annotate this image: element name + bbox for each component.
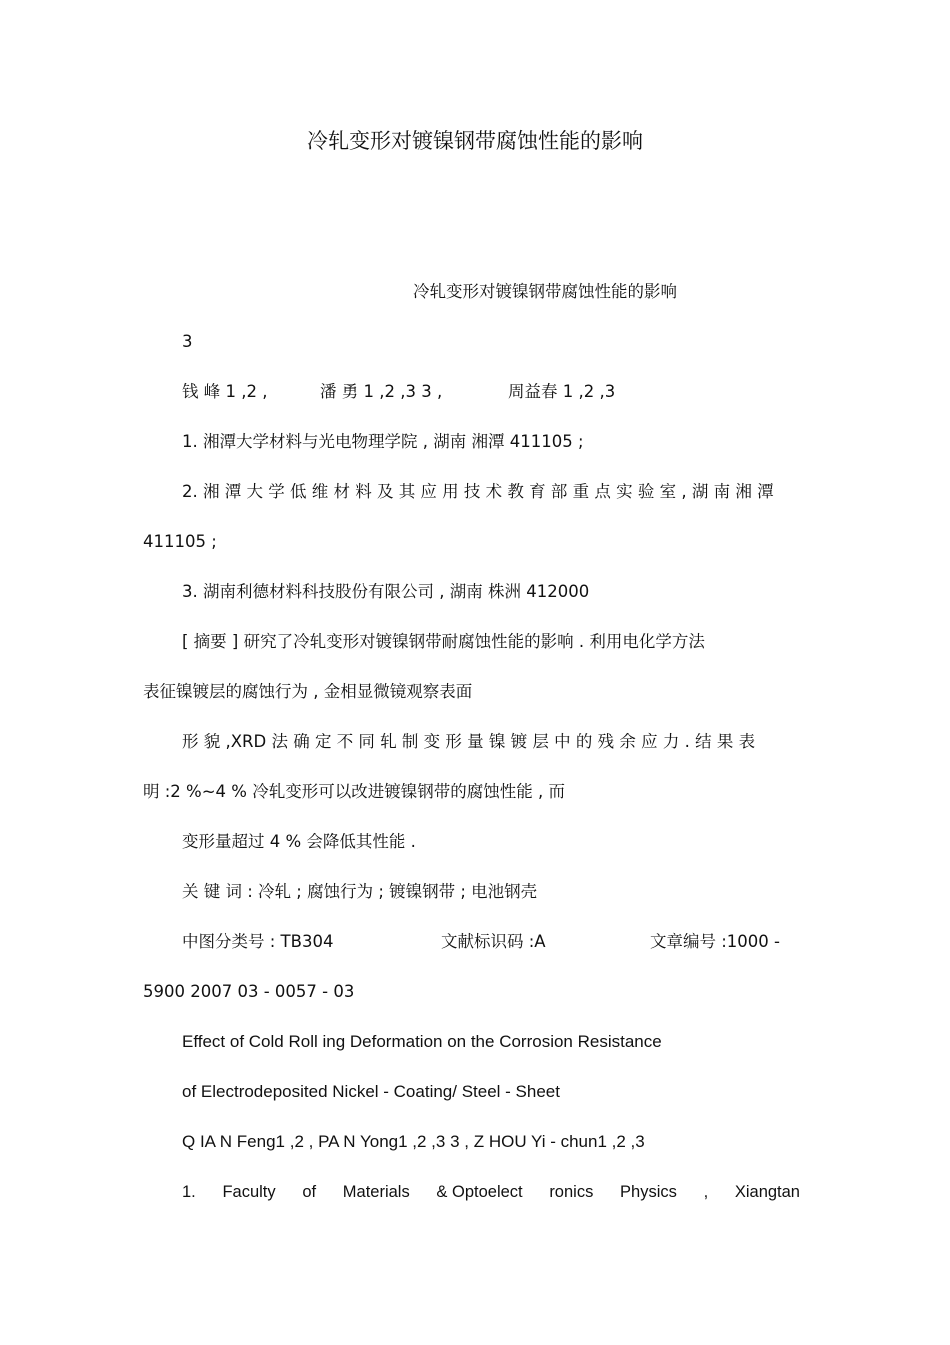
abstract-line-3: 形 貌 ,XRD 法 确 定 不 同 轧 制 变 形 量 镍 镀 层 中 的 残 余 应 力 . 结 果 表 [182,732,756,751]
english-affiliation-word: , [703,1183,709,1201]
abstract-line-4: 明 :2 %~4 % 冷轧变形可以改进镀镍钢带的腐蚀性能 , 而 [143,782,565,801]
english-title-line-2: of Electrodeposited Nickel - Coating/ Steel - Sheet [182,1082,560,1101]
english-authors: Q IA N Feng1 ,2 , PA N Yong1 ,2 ,3 3 , Z HOU Yi - chun1 ,2 ,3 [182,1132,645,1151]
english-affiliation-word: 1. [182,1183,196,1201]
affiliation-3: 3. 湖南利德材料科技股份有限公司 , 湖南 株洲 412000 [182,582,590,601]
english-affiliation-word: Materials [342,1183,410,1201]
english-title-line-1: Effect of Cold Roll ing Deformation on the Corrosion Resistance [182,1032,662,1051]
author-3: 周益春 1 ,2 ,3 [508,382,616,401]
footnote-mark: 3 [182,332,193,351]
author-1: 钱 峰 1 ,2 , [182,382,268,401]
article-number-cont: 5900 2007 03 - 0057 - 03 [143,982,355,1001]
article-number: 文章编号 :1000 - [650,932,780,951]
paper-title: 冷轧变形对镀镍钢带腐蚀性能的影响 [413,282,677,301]
affiliation-1: 1. 湘潭大学材料与光电物理学院 , 湖南 湘潭 411105 ; [182,432,584,451]
affiliation-2-line2: 411105 ; [143,532,217,551]
abstract-line-1: [ 摘要 ] 研究了冷轧变形对镀镍钢带耐腐蚀性能的影响 . 利用电化学方法 [182,632,705,651]
english-affiliation-word: & Optoelect [436,1183,523,1201]
abstract-line-2: 表征镍镀层的腐蚀行为 , 金相显微镜观察表面 [143,682,473,701]
english-affiliation-word: Faculty [222,1183,276,1201]
document-code: 文献标识码 :A [441,932,546,951]
english-affiliation-word: Xiangtan [734,1183,800,1201]
abstract-line-5: 变形量超过 4 % 会降低其性能 . [182,832,416,851]
author-2: 潘 勇 1 ,2 ,3 3 , [320,382,443,401]
english-affiliation-word: ronics [549,1183,594,1201]
document-title: 冷轧变形对镀镍钢带腐蚀性能的影响 [307,129,643,153]
english-affiliation-word: Physics [620,1183,677,1201]
clc-number: 中图分类号 : TB304 [182,932,334,951]
keywords: 关 键 词 : 冷轧 ; 腐蚀行为 ; 镀镍钢带 ; 电池钢壳 [182,882,538,901]
english-affiliation-1 [182,1182,800,1202]
english-affiliation-word: of [302,1183,317,1201]
affiliation-2-line1: 2. 湘 潭 大 学 低 维 材 料 及 其 应 用 技 术 教 育 部 重 点 实 验 室 , 湖 南 湘 潭 [182,482,774,501]
